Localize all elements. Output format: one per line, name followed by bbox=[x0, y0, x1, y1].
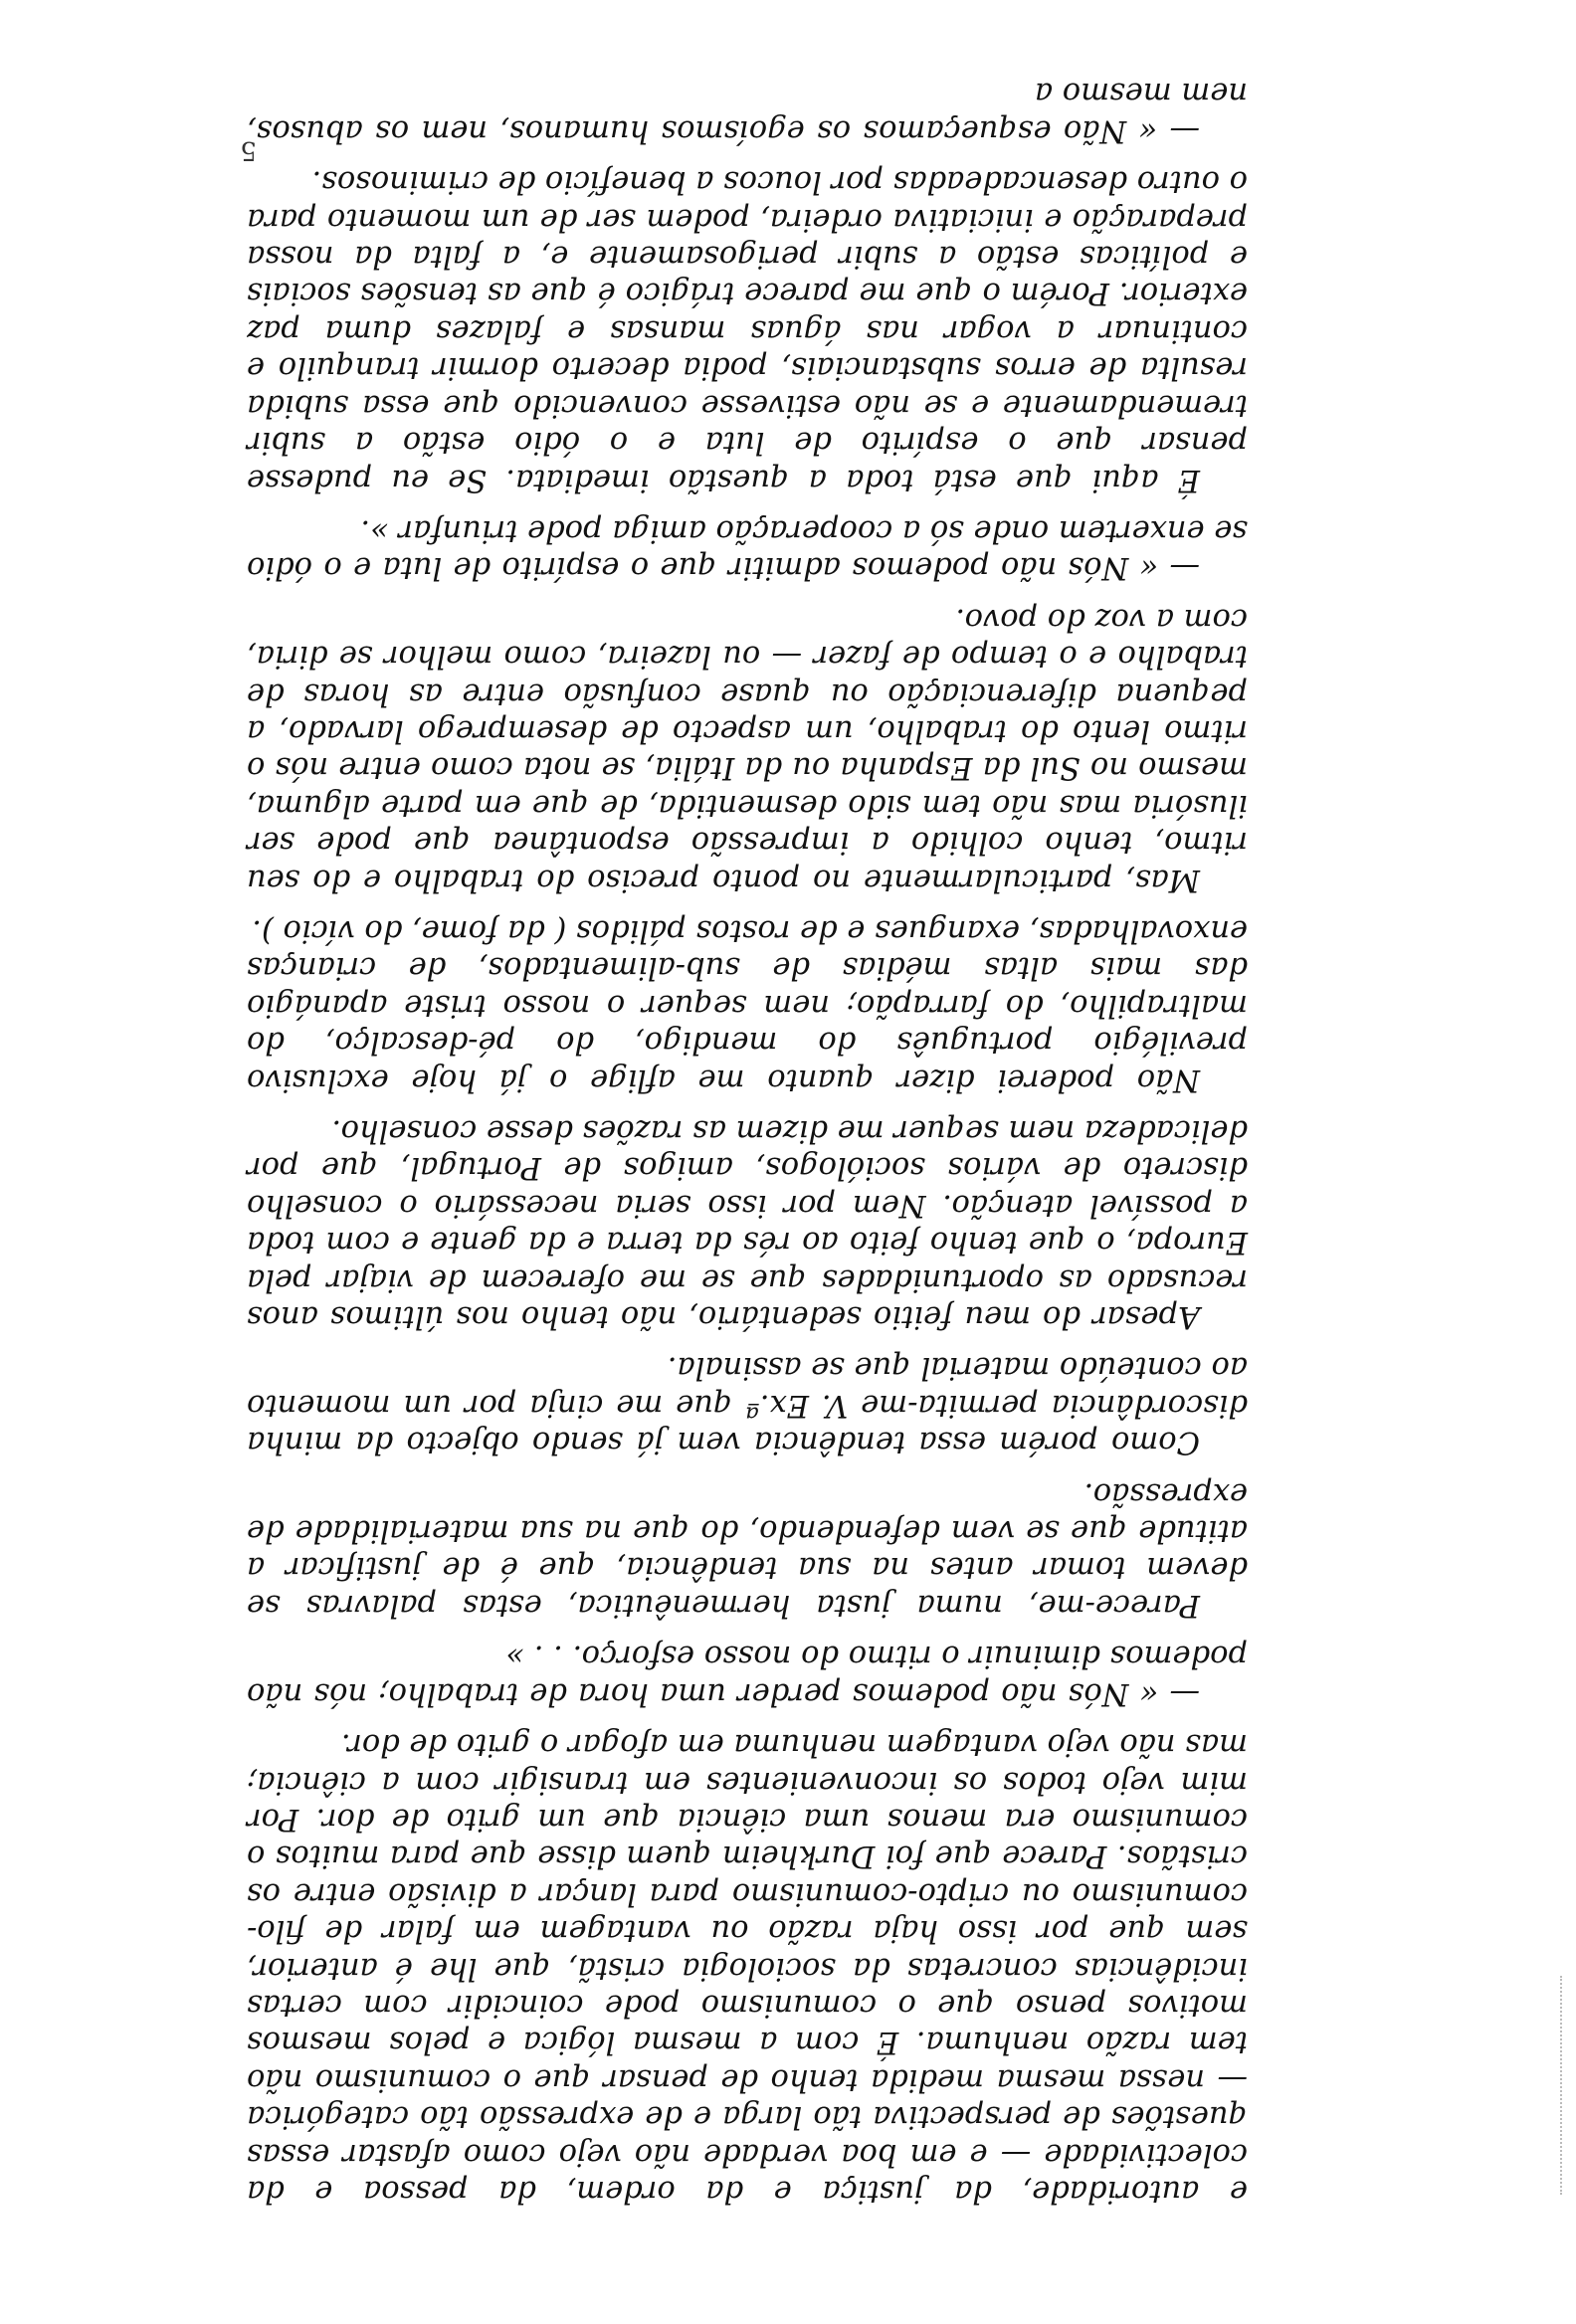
paragraph: Como porém essa tendência vem já sendo objecto da minha discordância permita-me V. Ex.ª que me cinja por um momento ao conteúdo material que se assinala. bbox=[247, 1350, 1248, 1460]
paragraph: Apesar do meu feitio sedentário, não tenho nos últimos anos recusado as oportunidades que se me oferecem de viajar pela Europa, o que tenho feito ao rés da terra e da gente e com toda a possível atenção. Nem por isso seria necessário o conselho discreto de vários sociólogos, amigos de Portugal, que por delicadeza nem sequer me dizem as razões desse conselho. bbox=[247, 1113, 1248, 1335]
scan-edge-mark bbox=[1554, 1976, 1562, 2195]
paragraph: É aqui que está toda a questão imediata. Se eu pudesse pensar que o espírito de luta e o ódio estão a subir tremendamente e se não estivesse convencido que essa subida resulta de erros substanciais, podia decerto dormir tranquilo e continuar a vogar nas águas mansas e falazes duma paz exterior. Porém o que me parece trágico é que as tensões sociais e políticas estão a subir perigosamente e, a falta da nossa preparação e iniciativa ordeira, podem ser de um momento para o outro desencadeadas por loucos a benefício de criminosos. bbox=[247, 164, 1248, 497]
paragraph: e autoridade, da justiça e da ordem, da pessoa e da colectividade — e em boa verdade não vejo como afastar essas questões de perspectiva tão larga e de expressão tão categórica — nessa mesma medida tenho de pensar que o comunismo não tem razão nenhuma. É com a mesma lógica e pelos mesmos motivos penso que o comunismo pode coincidir com certas incidências concretas da sociologia cristã, que lhe é anterior, sem que por isso haja razão ou vantagem em falar de filo-comunismo ou cripto-comunismo para lançar a divisão entre os cristãos. Parece que foi Durkheim quem disse que para muitos o comunismo era menos uma ciência que um grito de dor. Por mim vejo todos os inconvenientes em transigir com a ciência; mas não vejo vantagem nenhuma em afogar o grito de dor. bbox=[247, 1727, 1248, 2209]
paragraph: Parece-me, numa justa hermenêutica, estas palavras se devem tomar antes na sua tendência, que é de justificar a atitude que se vem defendendo, do que na sua materialidade de expressão. bbox=[247, 1475, 1248, 1623]
paragraph: — « Não esqueçamos os egoísmos humanos, nem os abusos, nem mesmo a bbox=[247, 76, 1248, 148]
paragraph: Não poderei dizer quanto me aflige o já hoje exclusivo previlégio português do mendigo, do pé-descalço, do maltrapilho, do farrapão; nem sequer o nosso triste apanágio das mais altas médias de sub-alimentados, de crianças enxovalhadas, exangues e de rostos pálidos ( da fome, do vício ). bbox=[247, 913, 1248, 1097]
page-number: 5 bbox=[240, 135, 257, 165]
body-text bbox=[247, 75, 1248, 2210]
paragraph: Mas, particularmente no ponto preciso do trabalho e do seu ritmo, tenho colhido a impressão espontânea que pode ser ilusória mas não tem sido desmentida, de que em parte alguma, mesmo no Sul da Espanha ou da Itália, se nota como entre nós o ritmo lento do trabalho, um aspecto de desemprego larvado, a pequena diferenciação ou quase confusão entre as horas de trabalho e o tempo de fazer — ou lazeira, como melhor se diria, com a voz do povo. bbox=[247, 601, 1248, 897]
paragraph: — « Nós não podemos perder uma hora de trabalho; nós não podemos diminuir o ritmo do nosso esforço. . . » bbox=[247, 1639, 1248, 1711]
paragraph: — « Nós não podemos admitir que o espírito de luta e o ódio se enxertem onde só a cooperação amiga pode triunfar ». bbox=[247, 512, 1248, 586]
